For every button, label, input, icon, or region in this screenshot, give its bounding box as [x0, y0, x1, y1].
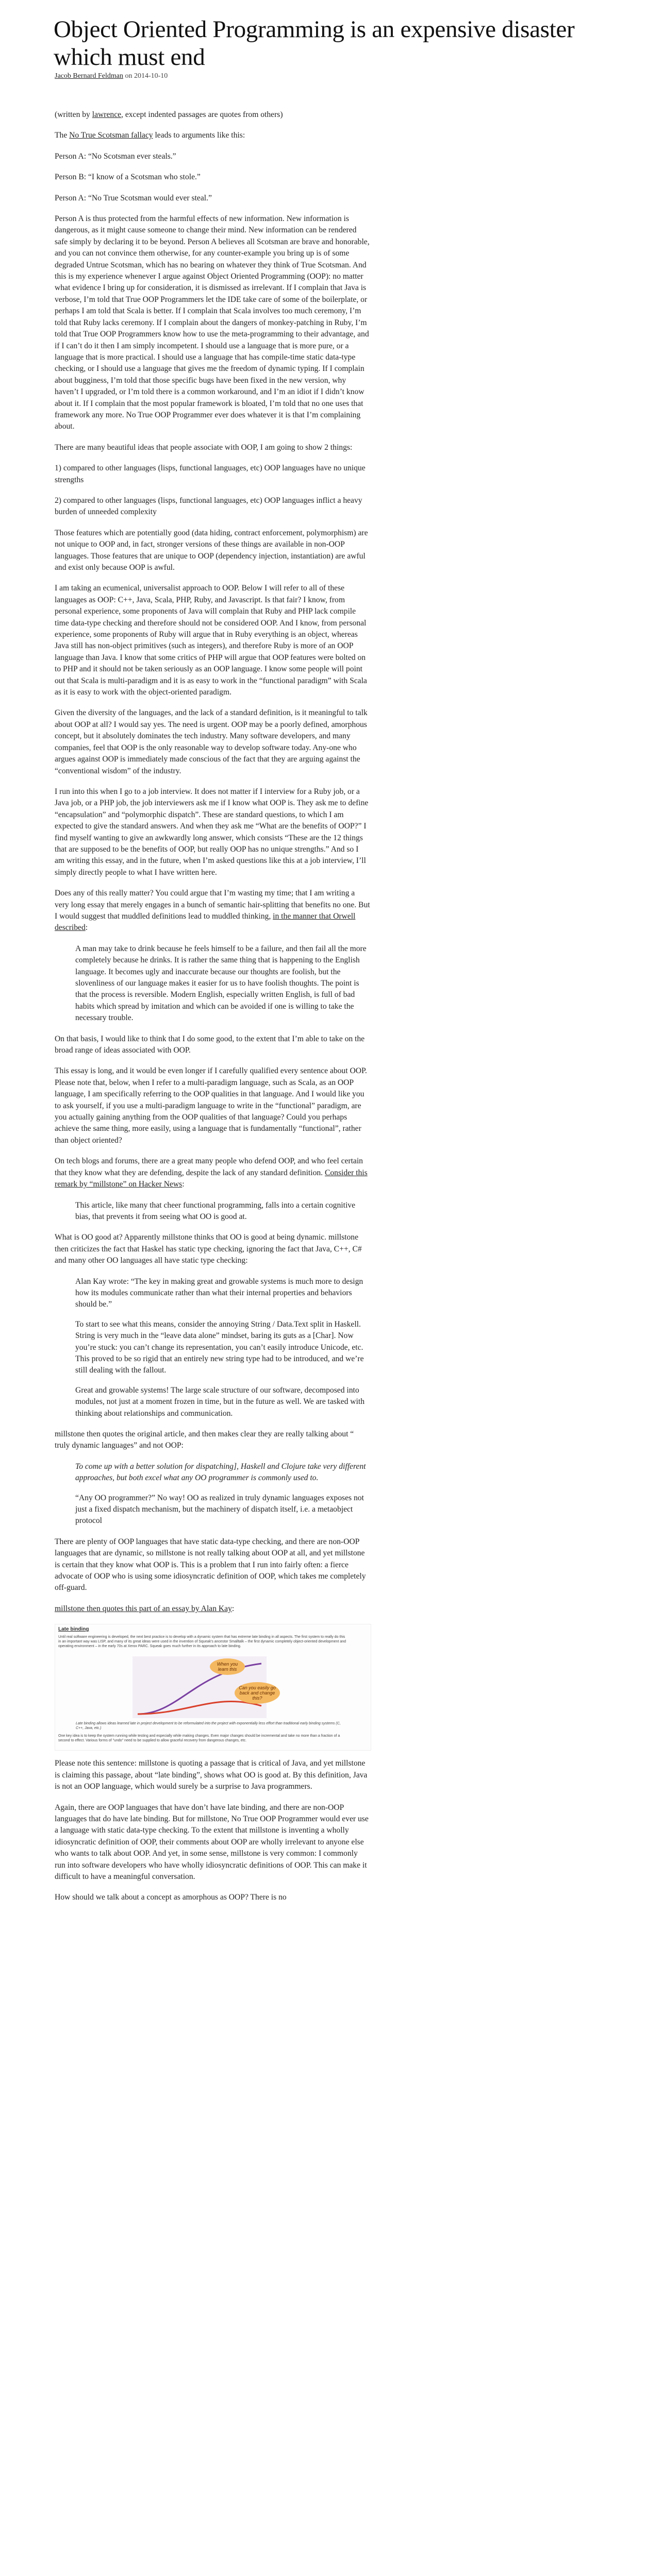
paragraph: Person A is thus protected from the harmful effects of new information. New information is dangerous, as it might cause someone to change their mind. New information can be rendered safe simply by declaring it to be beyond. Person A believes all Scotsman are brave and honorable, and you can not convince them otherwise, for any counter-example you bring up is of some degraded Untrue Scotsman, which has no bearing on whatever they think of True Scotsman. And this is my experience whenever I argue against Object Oriented Programming (OOP): no matter what evidence I bring up for consideration, it is dismissed as irrelevant. If I complain that Java is verbose, I’m told that True OOP Programmers let the IDE take care of some of the boilerplate, or perhaps I am told that Scala is better. If I complain that Scala involves too much ceremony, I’m told that Ruby lacks ceremony. If I complain about the dangers of monkey-patching in Ruby, I’m told that True OOP Programmers know how to use the meta-programming to their advantage, and if I can’t do it then I am simply incompetent. I should use a language that is more pure, or a language that is more practical. I should use a language that has compile-time static data-type checking, or I should use a language that gives me the freedom of dynamic typing. If I complain about bugginess, I’m told that those specific bugs have been fixed in the new version, why haven’t I upgraded, or I’m told there is a common workaround, and I’m an idiot if I didn’t know about it. If I complain that the most popular framework is bloated, I’m told that no one uses that framework any more. No True OOP Programmer ever does whatever it is that I’m complaining about. [55, 214, 370, 431]
intro-text: (written by [55, 110, 92, 119]
paragraph: What is OO good at? Apparently millstone thinks that OO is good at being dynamic. millstone then criticizes the fact that Haskel has static type checking, ignoring the fact that Java, C++, C# and many other OO languages all have static type checking: [55, 1233, 362, 1265]
orwell-paragraph [55, 888, 370, 934]
paragraph: 2) compared to other languages (lisps, functional languages, etc) OOP languages inflict a heavy burden of unneeded complexity [55, 496, 362, 517]
paragraph: Given the diversity of the languages, and the lack of a standard definition, is it meaningful to talk about OOP at all? I would say yes. The need is urgent. OOP may be a poorly defined, amorphous concept, but it absolutely dominates the tech industry. Many software developers, and many companies, feel that OOP is the only reasonable way to develop software today. Any-one who argues against OOP is immediately made conscious of the fact that they are arguing against the “conventional wisdom” of the industry. [55, 708, 368, 775]
paragraph: I run into this when I go to a job interview. It does not matter if I interview for a Ruby job, or a Java job, or a PHP job, the job interviewers ask me if I know what OOP is. They ask me to define “encapsulation” and “polymorphic dispatch”. These are standard questions, to which I am expected to give the standard answers. And when they ask me “What are the benefits of OOP?” I find myself wanting to give an awkwardly long answer, which consists “These are the 12 things that are supposed to be the benefits of OOP, but really OOP has no unique strengths.” And so I am writing this essay, and in the future, when I’m asked questions like this at a job interview, I’ll simply directly people to what I have written here. [55, 787, 369, 877]
blockquote-orwell [75, 943, 370, 1024]
orwell-text-end: : [85, 923, 88, 933]
paragraph: On that basis, I would like to think that I do some good, to the extent that I’m able to take on the broad range of ideas associated with OOP. [55, 1034, 365, 1055]
alan-kay-essay-text-end: : [231, 1604, 235, 1613]
quote-text: To come up with a better solution for dispatching], Haskell and Clojure take very different approaches, but both excel what any OO programmer is commonly used to. [75, 1462, 366, 1483]
figure-caption: Late binding allows ideas learned late in project development to be reformulated into the project with exponentially less effort than traditional early binding systems (C, C++, Java, etc.) [76, 1722, 341, 1731]
millstone-paragraph [55, 1156, 370, 1190]
figure-bubble: Can you easily go back and change this? [235, 1682, 280, 1704]
figure-bubble: When you learn this [210, 1658, 245, 1675]
quote-text: This article, like many that cheer functional programming, falls into a certain cognitive bias, that prevents it from seeing what OO is good at. [75, 1200, 355, 1221]
figure-text: Until real software engineering is developed, the next best practice is to develop with a dynamic system that has extreme late binding in all aspects. The first system to really do this in an important way was LISP, and many of its great ideas were used in the invention of Squeak's ancestor Smalltalk – the first dynamic completely object-oriented development and operating environment – in the early 70s at Xerox PARC. Squeak goes much further in its approach to late binding. [58, 1635, 346, 1649]
person-a-line: Person A: “No Scotsman ever steals.” [55, 151, 176, 161]
intro-paragraph [55, 109, 370, 121]
late-binding-figure [55, 1624, 371, 1751]
figure-heading: Late binding [58, 1626, 89, 1633]
figure-text: One key idea is to keep the system running while testing and especially while making changes. Even major changes should be incremental and take no more than a fraction of a second to effect. Various forms of "undo" need to be supplied to allow graceful recovery from dangerous changes, etc. [58, 1734, 340, 1743]
millstone-text-end: : [182, 1180, 185, 1189]
orwell-link[interactable]: in the manner that Orwell described [55, 911, 356, 933]
paragraph: How should we talk about a concept as amorphous as OOP? There is no [55, 1893, 287, 1902]
quote-text: To start to see what this means, consider the annoying String / Data.Text split in Haskell. String is very much in the “leave data alone” mindset, baring its guts as a [Char]. Now you’re stuck: you can’t change its representation, you can’t easily introduce Unicode, etc. This proved to be so rigid that an entirely new string type had to be introduced, and we’re still dealing with the fallout. [75, 1319, 364, 1375]
paragraph: There are many beautiful ideas that people associate with OOP, I am going to show 2 things: [55, 443, 353, 452]
scotsman-link[interactable]: No True Scotsman fallacy [69, 131, 153, 140]
paragraph: millstone then quotes the original article, and then makes clear they are really talking about “ truly dynamic languages” and not OOP: [55, 1430, 354, 1450]
quote-text: “Any OO programmer?” No way! OO as realized in truly dynamic languages exposes not just a fixed dispatch mechanism, but the machinery of dispatch itself, i.e. a metaobject protocol [75, 1493, 364, 1526]
paragraph: 1) compared to other languages (lisps, functional languages, etc) OOP languages have no unique strengths [55, 464, 366, 484]
hacker-news-link[interactable]: Consider this remark by “millstone” on Hacker News [55, 1168, 368, 1189]
orwell-text: Does any of this really matter? You could argue that I’m wasting my time; that I am writing a very long essay that merely engages in a bunch of semantic hair-splitting that benefits no one. But I would suggest that muddled definitions lead to muddled thinking, [55, 889, 370, 921]
scotsman-text: The [55, 131, 70, 140]
paragraph: Please note this sentence: millstone is quoting a passage that is critical of Java, and yet millstone is claiming this passage, about “late binding”, shows what OO is good at. By this definition, Java is not an OOP language, which would surely be a surprise to Java programmers. [55, 1759, 368, 1791]
person-a-line-2: Person A: “No True Scotsman would ever steal.” [55, 193, 212, 202]
alan-kay-essay-paragraph [55, 1603, 370, 1615]
article-body [55, 109, 370, 1913]
paragraph: There are plenty of OOP languages that have static data-type checking, and there are non-OOP languages that are dynamic, so millstone is not really talking about OOP at all, and yet millstone is certain that they know what OOP is. This is a problem that I run into fairly often: a fierce advocate of OOP who is using some idiosyncratic definition of OOP, which takes me completely off-guard. [55, 1537, 366, 1592]
person-b-line: Person B: “I know of a Scotsman who stole.” [55, 173, 201, 182]
intro-text-end: , except indented passages are quotes from others) [121, 110, 283, 119]
byline [55, 72, 168, 80]
quote-text: Alan Kay wrote: “The key in making great and growable systems is much more to design how its modules communicate rather than what their internal properties and behaviors should be.” [75, 1277, 363, 1309]
quote-text: Great and growable systems! The large scale structure of our software, decomposed into modules, not just at a moment frozen in time, but in the future as well. We are tasked with thinking about relationships and communication. [75, 1385, 365, 1418]
millstone-text: On tech blogs and forums, there are a great many people who defend OOP, and who feel certain that they know what they are defending, despite the lack of any standard definition. [55, 1157, 363, 1177]
paragraph: Those features which are potentially good (data hiding, contract enforcement, polymorphism) are not unique to OOP and, in fact, stronger versions of these things are available in non-OOP languages. Those features that are unique to OOP (dependency injection, instantiation) are awful and exist only because OOP is awful. [55, 528, 368, 572]
scotsman-paragraph [55, 130, 370, 141]
blockquote-alan-kay [75, 1276, 370, 1419]
author-link[interactable]: Jacob Bernard Feldman [55, 72, 123, 80]
blockquote-dispatch [75, 1461, 370, 1527]
post-date: on 2014-10-10 [125, 72, 168, 80]
lawrence-link[interactable]: lawrence [92, 110, 122, 119]
scotsman-text-end: leads to arguments like this: [153, 131, 245, 140]
quote-text: A man may take to drink because he feels himself to be a failure, and then fail all the more completely because he drinks. It is rather the same thing that is happening to the English language. It becomes ugly and inaccurate because our thoughts are foolish, but the slovenliness of our language makes it easier for us to have foolish thoughts. The point is that the process is reversible. Modern English, especially written English, is full of bad habits which spread by imitation and which can be avoided if one is willing to take the necessary trouble. [75, 944, 367, 1023]
paragraph: This essay is long, and it would be even longer if I carefully qualified every sentence about OOP. Please note that, below, when I refer to a multi-paradigm language, such as Scala, as an OOP language, I am specifically referring to the OOP qualities in that language. And I would like you to ask yourself, if you use a multi-paradigm language to write in the “functional” paradigm, are you actually gaining anything from the OOP qualities of that language? Could you perhaps achieve the same thing, more easily, using a language that is fundamentally “functional”, rather than object oriented? [55, 1066, 367, 1145]
paragraph: I am taking an ecumenical, universalist approach to OOP. Below I will refer to all of these languages as OOP: C++, Java, Scala, PHP, Ruby, and Javascript. Is that fair? I know, from personal experience, some proponents of Java will complain that Ruby and PHP lack compile time data-type checking and therefore should not be considered OOP. And I know, from personal experience, some proponents of Ruby will argue that in Ruby everything is an object, whereas Java still has non-object primitives (such as integers), and therefore Ruby is more of an OOP language than Java. I know that some critics of PHP will argue that OOP features were bolted on to PHP and it should not be taken seriously as an OOP language. I know some people will point out that Scala is multi-paradigm and it is as easy to work in the “functional paradigm” with Scala as it is easy to work with the object-oriented paradigm. [55, 584, 367, 697]
page-title: Object Oriented Programming is an expensive disaster which must end [54, 16, 575, 71]
blockquote-millstone [75, 1200, 370, 1223]
paragraph: Again, there are OOP languages that have don’t have late binding, and there are non-OOP languages that do have late binding. But for millstone, No True OOP Programmer would ever use a language with static data-type checking. To the extent that millstone is inventing a wholly idiosyncratic definition of OOP, their comments about OOP are wholly irrelevant to anyone else who wants to talk about OOP. And yet, in some sense, millstone is very common: I commonly run into software developers who have wholly idiosyncratic definitions of OOP. This can make it difficult to have a meaningful conversation. [55, 1803, 369, 1881]
alan-kay-essay-link[interactable]: millstone then quotes this part of an essay by Alan Kay [55, 1604, 232, 1613]
